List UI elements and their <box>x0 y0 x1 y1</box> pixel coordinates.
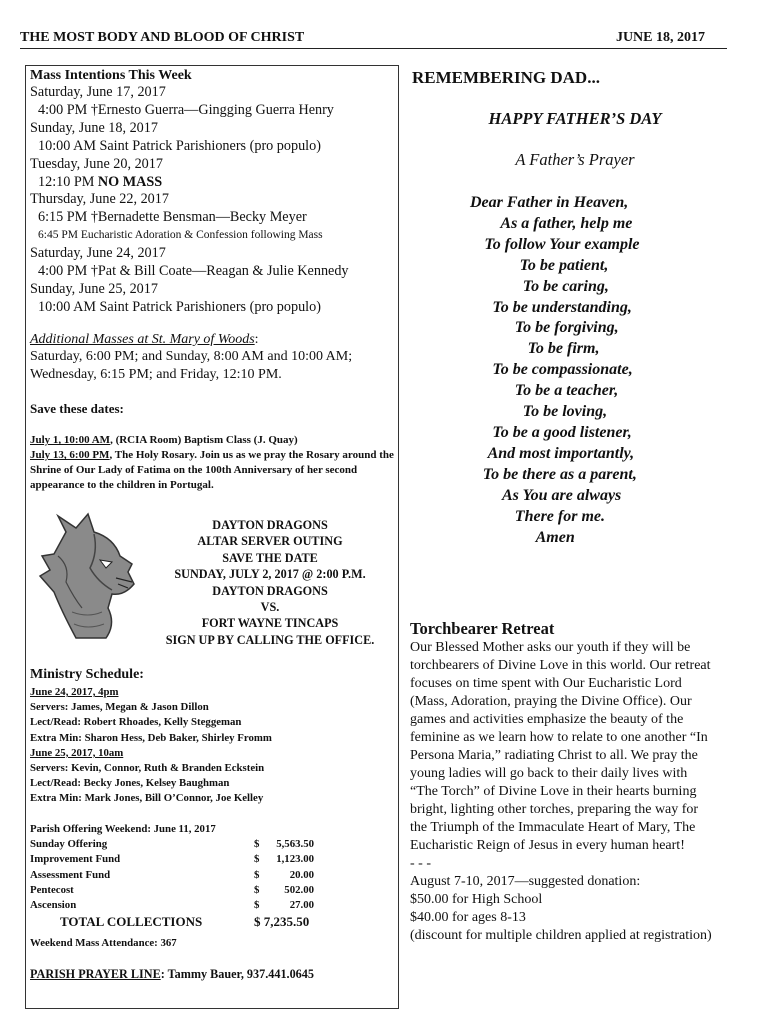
offering-currency: $ <box>254 868 260 881</box>
offering-amount <box>254 883 314 898</box>
save-date-date: July 1, 10:00 AM <box>30 434 111 447</box>
mass-intention-line: Sunday, June 18, 2017 <box>30 119 158 136</box>
mass-intention-line: Saturday, June 17, 2017 <box>30 84 166 100</box>
offering-total-value: $ 7,235.50 <box>254 914 310 930</box>
dayton-dragons-notice <box>150 517 390 648</box>
poem-line: To be compassionate, <box>492 361 633 379</box>
ministry-schedule-list <box>30 685 390 807</box>
offering-name: Pentecost <box>30 883 74 896</box>
mass-intention-line: 4:00 PM †Ernesto Guerra—Gingging Guerra Henry <box>38 101 334 118</box>
offering-row <box>30 852 360 867</box>
dayton-line: DAYTON DRAGONS <box>212 518 328 532</box>
offering-name: Ascension <box>30 899 77 912</box>
torchbearer-line: (Mass, Adoration, praying the Divine Office). Our <box>410 694 692 709</box>
poem-line: To follow Your example <box>484 235 640 253</box>
torchbearer-line: $40.00 for ages 8-13 <box>410 910 526 925</box>
torchbearer-line: $50.00 for High School <box>410 892 543 907</box>
torchbearer-text <box>410 639 740 945</box>
torchbearer-line: bright, lighting other torches, preparing the way for <box>410 802 699 817</box>
poem-line: Amen <box>535 528 575 546</box>
mass-attendance: Weekend Mass Attendance: 367 <box>30 937 177 949</box>
ministry-line: June 25, 2017, 10am <box>30 746 124 759</box>
poem-line: To be understanding, <box>492 298 632 316</box>
ministry-schedule <box>30 667 390 807</box>
torchbearer-title: Torchbearer Retreat <box>410 619 555 638</box>
mass-intentions-title: Mass Intentions This Week <box>30 68 192 83</box>
offering-row <box>30 868 360 883</box>
page-header <box>20 30 727 49</box>
offering-currency: $ <box>254 883 260 896</box>
offering-amount <box>254 868 314 883</box>
prayer-line-label: PARISH PRAYER LINE <box>30 967 161 981</box>
torchbearer-line: - - - <box>410 856 431 871</box>
offering-amount <box>254 898 314 913</box>
poem-line: To be caring, <box>522 277 609 295</box>
ministry-line: Extra Min: Sharon Hess, Deb Baker, Shirley Fromm <box>30 731 272 744</box>
dayton-line: SIGN UP BY CALLING THE OFFICE. <box>165 632 375 647</box>
offering-amount <box>254 852 314 867</box>
save-date-text: , (RCIA Room) Baptism Class (J. Quay) <box>110 434 298 447</box>
ministry-line: Extra Min: Mark Jones, Bill O’Connor, Joe Kelley <box>30 792 264 805</box>
dayton-line: VS. <box>260 600 280 615</box>
left-column <box>30 67 396 493</box>
torchbearer-line: focuses on time spent with Our Eucharistic Lord <box>410 676 682 691</box>
torchbearer-line: August 7-10, 2017—suggested donation: <box>410 874 641 889</box>
poem-line: And most importantly, <box>487 444 635 462</box>
dayton-line: SAVE THE DATE <box>222 550 318 565</box>
mass-intention-line: 6:45 PM Eucharistic Adoration & Confession following Mass <box>38 229 323 242</box>
poem-line: As a father, help me <box>500 214 633 232</box>
mass-intention-line: Saturday, June 24, 2017 <box>30 245 166 262</box>
poem-line: To be loving, <box>522 403 608 421</box>
dayton-line: SUNDAY, JULY 2, 2017 @ 2:00 P.M. <box>174 567 366 582</box>
torchbearer-line: feminine as we learn how to relate to one another “In <box>410 730 708 745</box>
torchbearer-line: Persona Maria,” radiating Christ to all. We pray the <box>410 748 698 763</box>
save-dates-title: Save these dates: <box>30 401 124 417</box>
mass-intention-line: Tuesday, June 20, 2017 <box>30 155 163 172</box>
offering-row <box>30 837 360 852</box>
offering-currency: $ <box>254 838 260 851</box>
dayton-line: FORT WAYNE TINCAPS <box>201 616 339 631</box>
save-dates-list <box>30 433 396 493</box>
torchbearer-line: the Triumph of the Immaculate Heart of Mary, The <box>410 820 696 835</box>
torchbearer-line: Eucharistic Reign of Jesus in every human heart! <box>410 838 685 853</box>
header-date: JUNE 18, 2017 <box>615 30 705 45</box>
offering-value: 20.00 <box>289 868 314 881</box>
mass-intention-line: 10:00 AM Saint Patrick Parishioners (pro populo) <box>38 137 321 154</box>
poem-line: There for me. <box>514 507 605 525</box>
save-date-text: , The Holy Rosary. Join us as we pray the Rosary around the Shrine of Our Lady of Fatima on the 100th Anniversary of her second appearance to the children in Portugal. <box>30 449 394 492</box>
offering-currency: $ <box>254 899 260 912</box>
ministry-line: Servers: Kevin, Connor, Ruth & Branden Eckstein <box>30 762 265 775</box>
torchbearer-line: games and activities emphasize the beauty of the <box>410 712 684 727</box>
parish-offering <box>30 822 360 931</box>
offering-total-label: TOTAL COLLECTIONS <box>60 914 203 930</box>
offering-name: Sunday Offering <box>30 838 108 851</box>
fathers-prayer-title: A Father’s Prayer <box>515 150 635 169</box>
torchbearer-line: young ladies will go back to their daily lives with <box>410 766 688 781</box>
torchbearer-line: (discount for multiple children applied at registration) <box>410 928 712 943</box>
ministry-schedule-title: Ministry Schedule: <box>30 667 144 682</box>
ministry-line: Servers: James, Megan & Jason Dillon <box>30 701 209 714</box>
mass-intention-line: 12:10 PM NO MASS <box>38 173 163 190</box>
save-date-item <box>30 433 396 448</box>
ministry-line: June 24, 2017, 4pm <box>30 686 119 698</box>
offering-value: 27.00 <box>289 899 314 912</box>
poem-line: To be firm, <box>527 340 600 358</box>
poem-line: To be a teacher, <box>514 382 619 400</box>
offering-total-row <box>30 913 360 931</box>
additional-masses-text: Saturday, 6:00 PM; and Sunday, 8:00 AM and 10:00 AM; Wednesday, 6:15 PM; and Friday, 12:10 PM. <box>30 349 353 382</box>
additional-masses: Additional Masses at St. Mary of Woods: Saturday, 6:00 PM; and Sunday, 8:00 AM and 10:00 AM; Wednesday, 6:15 PM; and Friday, 12:10 PM. <box>30 331 396 384</box>
parish-prayer-line <box>30 967 314 982</box>
offering-currency: $ <box>254 853 260 866</box>
offering-value: 502.00 <box>284 883 314 896</box>
poem-line: To be forgiving, <box>514 319 619 337</box>
offering-amount <box>254 837 314 852</box>
prayer-line-text: : Tammy Bauer, 937.441.0645 <box>160 967 314 981</box>
torchbearer-line: “The Torch” of Divine Love in their hearts burning <box>410 784 697 799</box>
header-title: THE MOST BODY AND BLOOD OF CHRIST <box>20 30 305 45</box>
poem-line: Dear Father in Heaven, <box>470 194 629 211</box>
offering-row <box>30 898 360 913</box>
torchbearer-line: torchbearers of Divine Love in this world. Our retreat <box>410 658 711 673</box>
mass-intentions-list <box>30 84 396 317</box>
fathers-prayer-poem <box>470 193 690 548</box>
poem-line: To be a good listener, <box>492 423 632 441</box>
ministry-line: Lect/Read: Becky Jones, Kelsey Baughman <box>30 777 230 790</box>
ministry-line: Lect/Read: Robert Rhoades, Kelly Steggeman <box>30 716 242 729</box>
dayton-line: DAYTON DRAGONS <box>212 583 328 598</box>
mass-intention-line: 4:00 PM †Pat & Bill Coate—Reagan & Julie Kennedy <box>38 263 349 280</box>
no-mass-label: NO MASS <box>97 173 163 190</box>
mass-intention-line: Thursday, June 22, 2017 <box>30 191 169 208</box>
mass-intention-line: 10:00 AM Saint Patrick Parishioners (pro populo) <box>38 298 321 315</box>
torchbearer-line: Our Blessed Mother asks our youth if they will be <box>410 640 691 655</box>
mass-intention-line: Sunday, June 25, 2017 <box>30 280 158 297</box>
fathers-day-heading: HAPPY FATHER’S DAY <box>488 109 662 128</box>
offering-name: Assessment Fund <box>30 868 111 881</box>
additional-masses-title: Additional Masses at St. Mary of Woods <box>30 331 255 347</box>
offering-rows <box>30 837 360 913</box>
mass-intention-line: 6:15 PM †Bernadette Bensman—Becky Meyer <box>38 209 307 226</box>
save-date-date: July 13, 6:00 PM <box>30 449 110 462</box>
dragon-mascot-image <box>36 512 138 640</box>
save-date-item <box>30 448 396 493</box>
poem-line: To be there as a parent, <box>482 465 637 483</box>
offering-title: Parish Offering Weekend: June 11, 2017 <box>30 823 216 835</box>
offering-value: 5,563.50 <box>276 838 314 851</box>
offering-row <box>30 883 360 898</box>
poem-line: As You are always <box>502 486 622 504</box>
offering-name: Improvement Fund <box>30 853 121 866</box>
offering-value: 1,123.00 <box>276 853 314 866</box>
dayton-line: ALTAR SERVER OUTING <box>197 534 343 549</box>
remembering-dad-title: REMEMBERING DAD... <box>412 68 600 87</box>
poem-line: To be patient, <box>519 256 609 274</box>
